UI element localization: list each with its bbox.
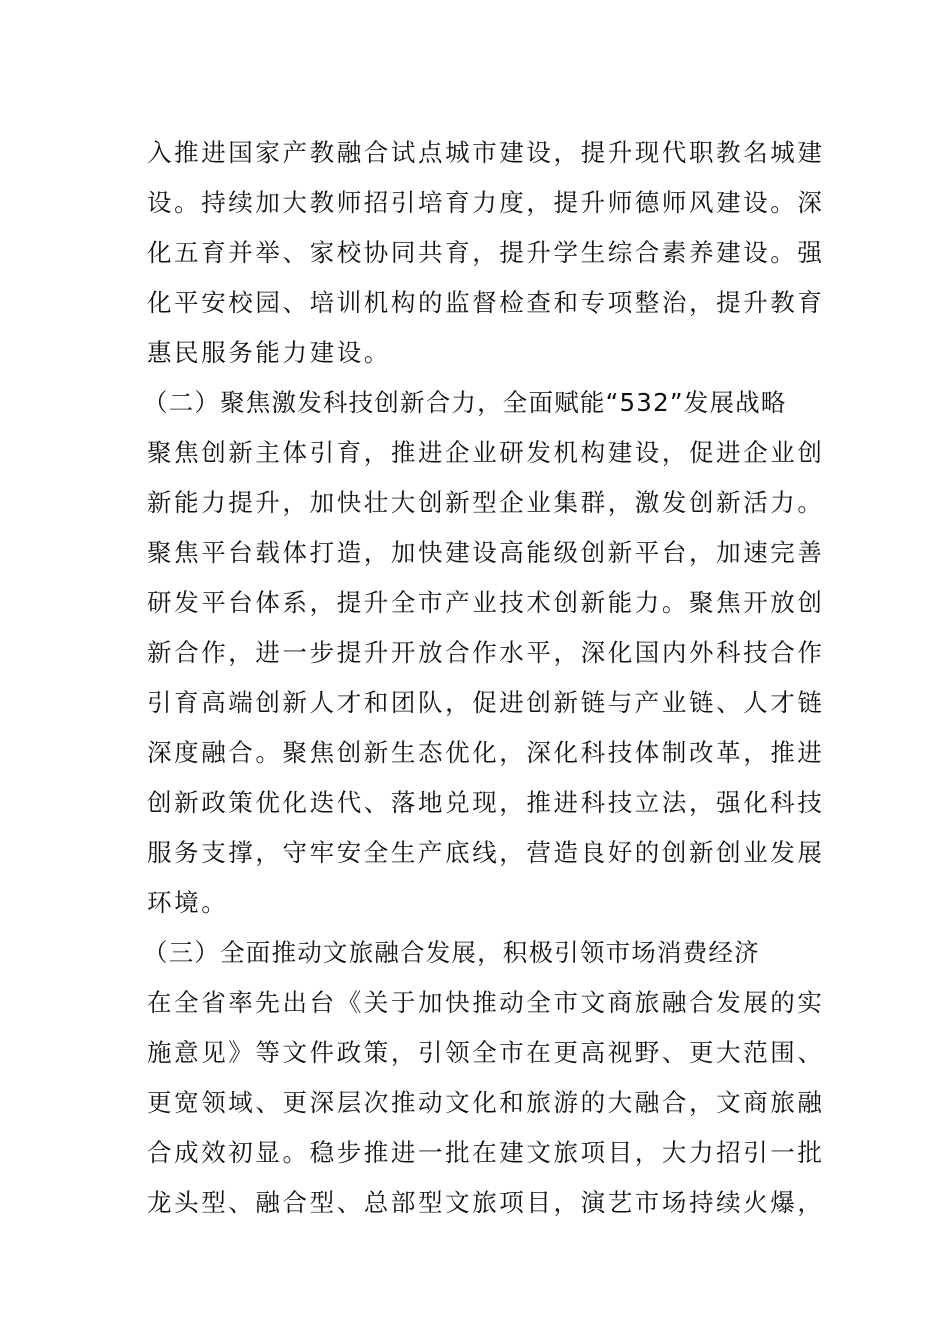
- text-line: 服务支撑，守牢安全生产底线，营造良好的创新创业发展: [147, 838, 825, 867]
- text-line: 化平安校园、培训机构的监督检查和专项整治，提升教育: [147, 288, 825, 317]
- text-line: 研发平台体系，提升全市产业技术创新能力。聚焦开放创: [147, 588, 825, 617]
- section-heading-2: （二）聚焦激发科技创新合力，全面赋能“532”发展战略: [143, 388, 787, 417]
- text-line: 创新政策优化迭代、落地兑现，推进科技立法，强化科技: [147, 788, 825, 817]
- text-line: 合成效初显。稳步推进一批在建文旅项目，大力招引一批: [147, 1138, 825, 1167]
- text-line: 龙头型、融合型、总部型文旅项目，演艺市场持续火爆，: [147, 1188, 825, 1217]
- body-text: [143, 128, 825, 1228]
- text-line: 环境。: [147, 888, 229, 917]
- text-line: 化五育并举、家校协同共育，提升学生综合素养建设。强: [147, 238, 825, 267]
- text-line: 新合作，进一步提升开放合作水平，深化国内外科技合作: [147, 638, 825, 667]
- text-line: 入推进国家产教融合试点城市建设，提升现代职教名城建: [147, 138, 825, 167]
- text-line: 聚焦创新主体引育，推进企业研发机构建设，促进企业创: [147, 438, 825, 467]
- text-line: 深度融合。聚焦创新生态优化，深化科技体制改革，推进: [147, 738, 825, 767]
- text-line: 施意见》等文件政策，引领全市在更高视野、更大范围、: [147, 1038, 825, 1067]
- section-heading-3: （三）全面推动文旅融合发展，积极引领市场消费经济: [143, 938, 760, 967]
- text-line: 新能力提升，加快壮大创新型企业集群，激发创新活力。: [147, 488, 825, 517]
- text-line: 引育高端创新人才和团队，促进创新链与产业链、人才链: [147, 688, 825, 717]
- text-line: 设。持续加大教师招引培育力度，提升师德师风建设。深: [147, 188, 825, 217]
- text-line: 惠民服务能力建设。: [147, 338, 391, 367]
- text-line: 聚焦平台载体打造，加快建设高能级创新平台，加速完善: [147, 538, 825, 567]
- text-line: 更宽领域、更深层次推动文化和旅游的大融合，文商旅融: [147, 1088, 825, 1117]
- text-line: 在全省率先出台《关于加快推动全市文商旅融合发展的实: [147, 988, 825, 1017]
